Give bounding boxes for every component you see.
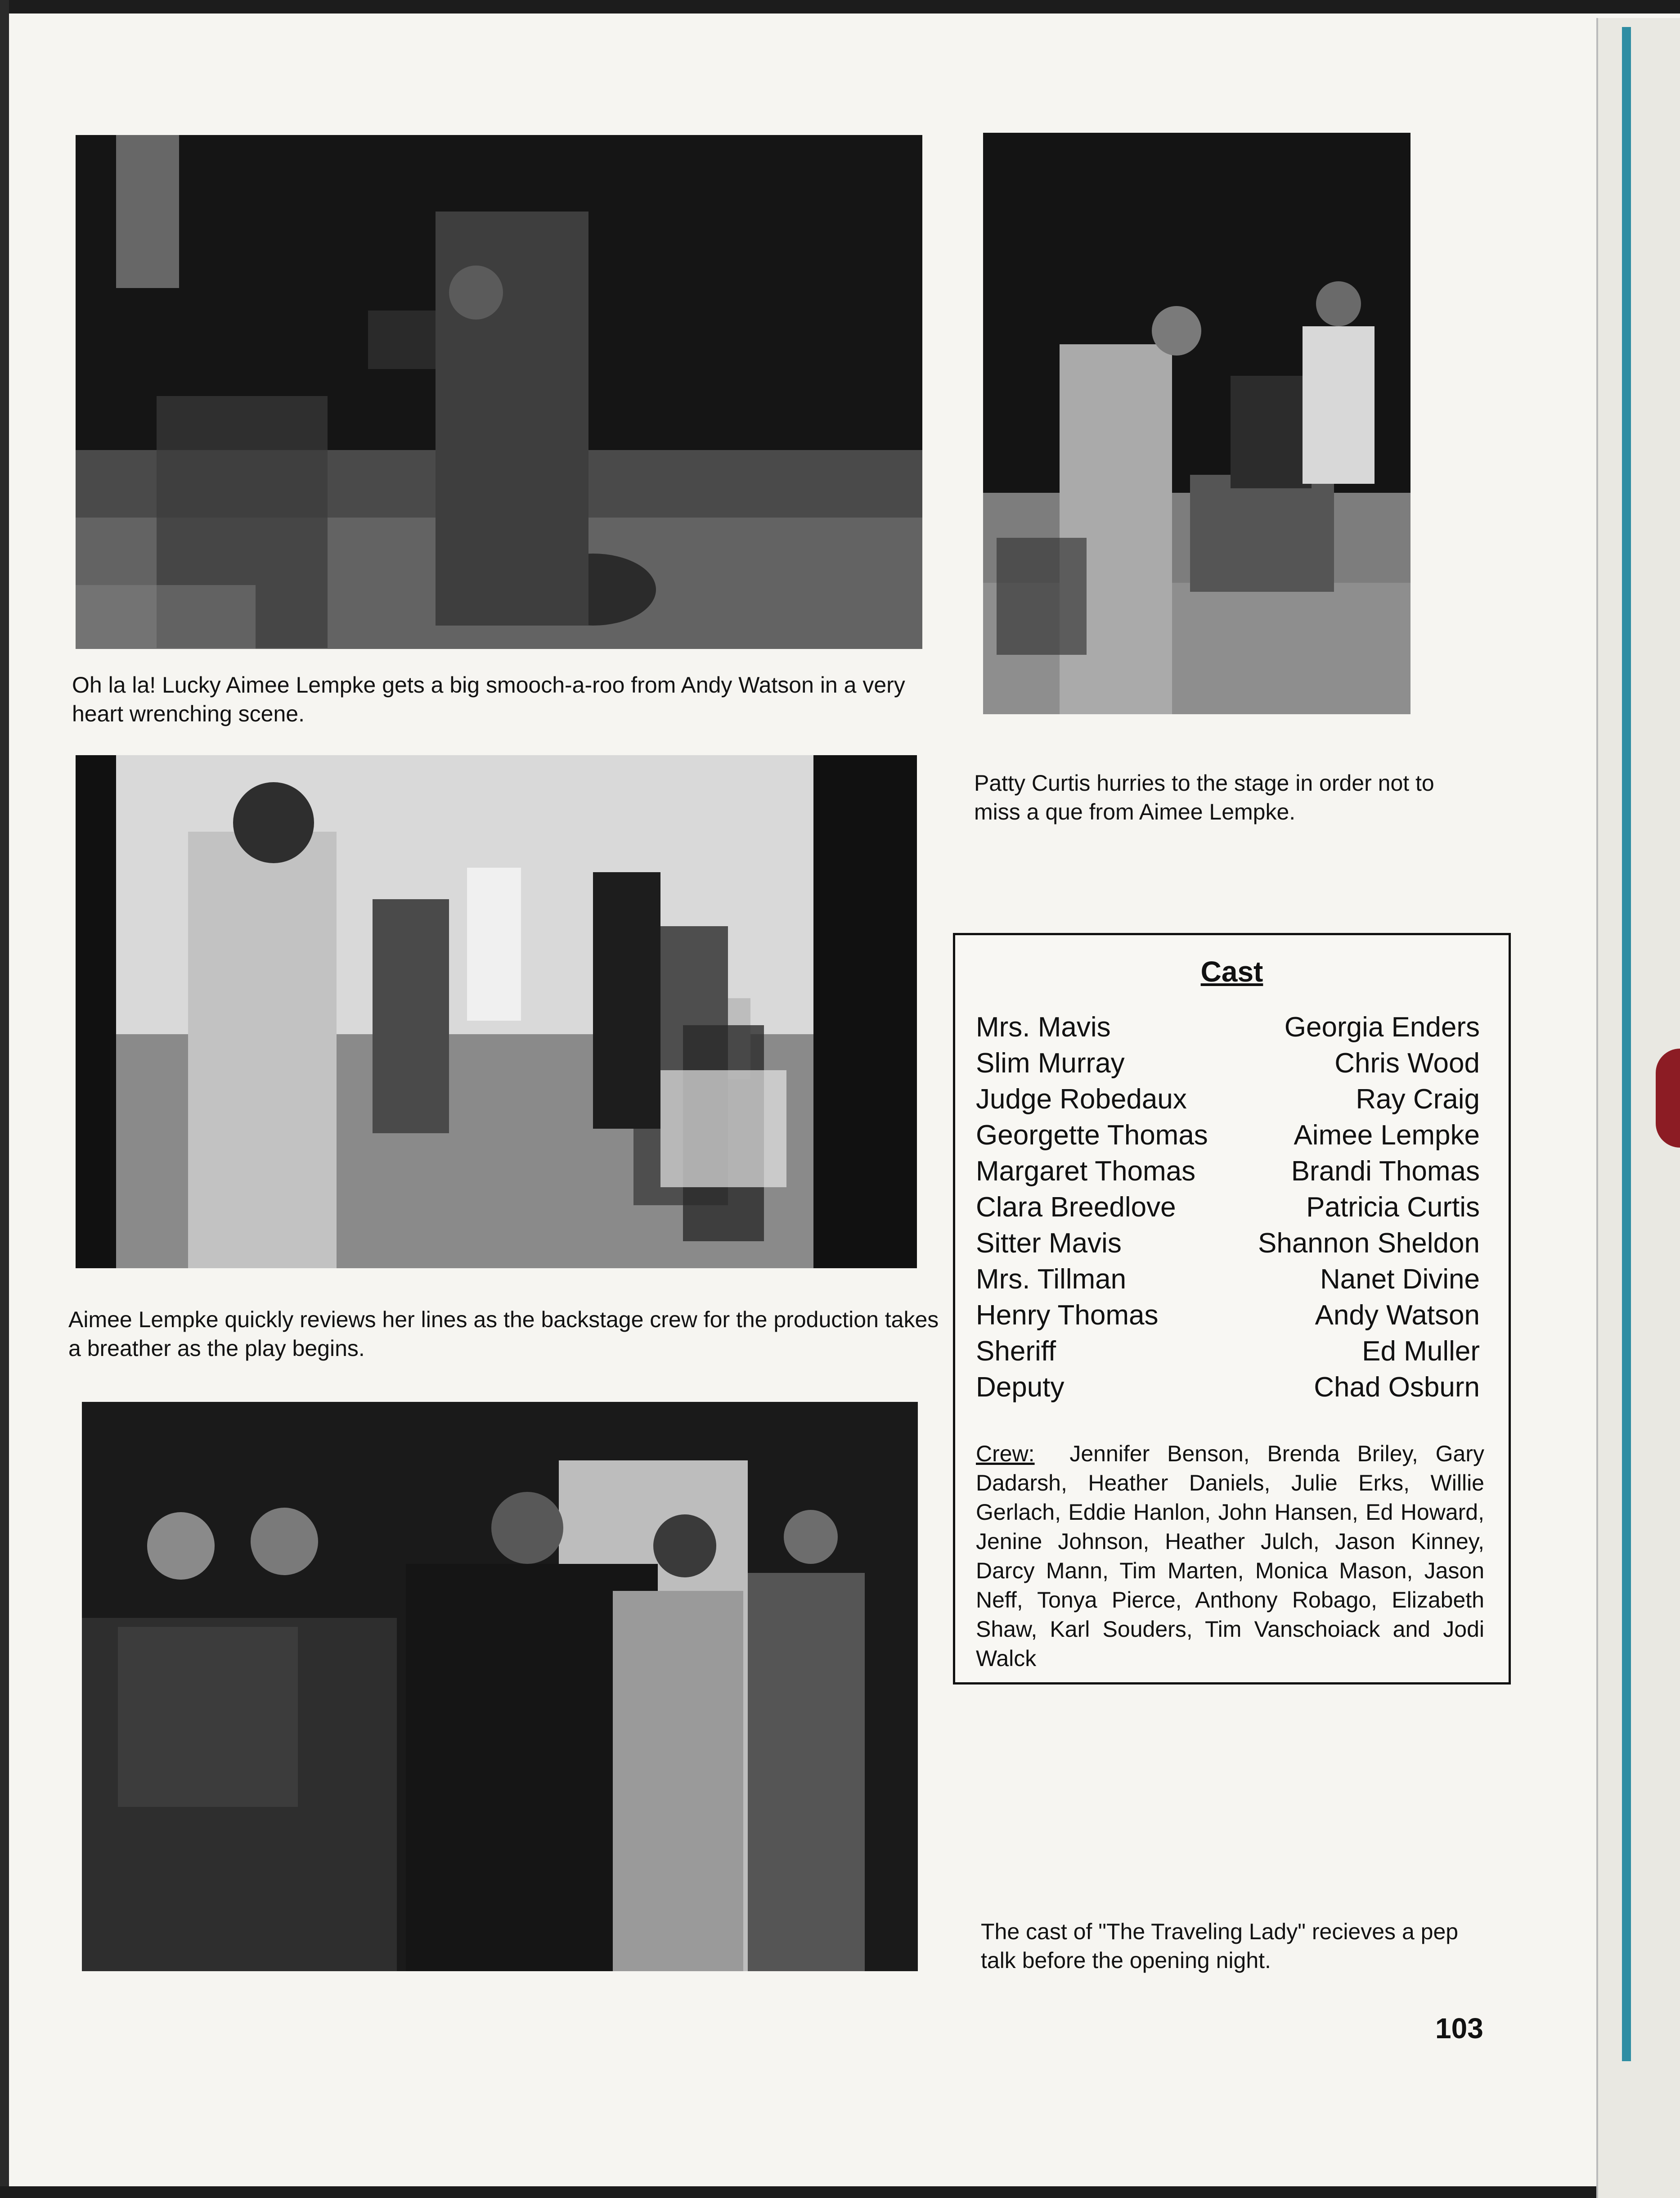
photo-patty-curtis xyxy=(983,133,1410,714)
cast-row xyxy=(976,1261,1480,1297)
crew-label: Crew: xyxy=(976,1441,1035,1466)
cast-row xyxy=(976,1189,1480,1225)
role-name: Mrs. Mavis xyxy=(976,1012,1111,1043)
cast-row xyxy=(976,1297,1480,1333)
role-name: Margaret Thomas xyxy=(976,1156,1196,1187)
role-name: Judge Robedaux xyxy=(976,1084,1187,1115)
caption-kiss-scene: Oh la la! Lucky Aimee Lempke gets a big smooch-a-roo from Andy Watson in a very heart wrenching scene. xyxy=(72,672,905,726)
role-name: Sitter Mavis xyxy=(976,1228,1122,1259)
actor-name: Brandi Thomas xyxy=(1291,1156,1480,1187)
actor-name: Patricia Curtis xyxy=(1306,1192,1480,1223)
page-bottom-edge xyxy=(0,2186,1680,2198)
actor-name: Shannon Sheldon xyxy=(1258,1228,1480,1259)
role-name: Georgette Thomas xyxy=(976,1120,1208,1151)
actor-name: Nanet Divine xyxy=(1320,1264,1480,1295)
crew-names: Jennifer Benson, Brenda Briley, Gary Dadarsh, Heather Daniels, Julie Erks, Willie Gerlach, Eddie Hanlon, John Hansen, Ed Howard, Jenine Johnson, Heather Julch, Jason Kinney, Darcy Mann, Tim Marten, Monica Mason, Jason Neff, Tonya Pierce, Anthony Robago, Elizabeth Shaw, Karl Souders, Tim Vanschoiack and Jodi Walck xyxy=(976,1441,1484,1671)
role-name: Clara Breedlove xyxy=(976,1192,1176,1223)
cast-row xyxy=(976,1117,1480,1153)
cast-row xyxy=(976,1009,1480,1045)
cast-row xyxy=(976,1369,1480,1405)
caption-backstage: Aimee Lempke quickly reviews her lines as the backstage crew for the production takes a breather as the play begins. xyxy=(68,1307,939,1361)
cast-box xyxy=(953,933,1511,1685)
spine-stripe xyxy=(1622,27,1631,2061)
cast-row xyxy=(976,1081,1480,1117)
cast-row xyxy=(976,1045,1480,1081)
role-name: Deputy xyxy=(976,1372,1065,1403)
caption-pep-talk: The cast of "The Traveling Lady" recieves a pep talk before the opening night. xyxy=(981,1919,1459,1973)
photo-pep-talk xyxy=(82,1402,918,1971)
cast-row xyxy=(976,1225,1480,1261)
actor-name: Chris Wood xyxy=(1334,1048,1480,1079)
caption-patty-curtis: Patty Curtis hurries to the stage in order not to miss a que from Aimee Lempke. xyxy=(974,770,1434,824)
role-name: Sheriff xyxy=(976,1336,1056,1367)
actor-name: Ray Craig xyxy=(1356,1084,1480,1115)
photo-backstage xyxy=(76,755,917,1268)
cast-list xyxy=(976,1009,1480,1405)
role-name: Henry Thomas xyxy=(976,1300,1159,1331)
photo-kiss-scene xyxy=(76,135,922,649)
cast-title: Cast xyxy=(1200,955,1263,988)
page-number: 103 xyxy=(1435,2012,1483,2045)
page-top-edge xyxy=(0,0,1680,14)
cast-row xyxy=(976,1153,1480,1189)
actor-name: Chad Osburn xyxy=(1314,1372,1480,1403)
cast-row xyxy=(976,1333,1480,1369)
role-name: Mrs. Tillman xyxy=(976,1264,1127,1295)
page-left-edge xyxy=(0,0,9,2198)
actor-name: Andy Watson xyxy=(1315,1300,1480,1331)
spine-mark xyxy=(1656,1049,1680,1148)
actor-name: Ed Muller xyxy=(1362,1336,1480,1367)
actor-name: Georgia Enders xyxy=(1284,1012,1480,1043)
role-name: Slim Murray xyxy=(976,1048,1125,1079)
actor-name: Aimee Lempke xyxy=(1294,1120,1480,1151)
crew-list xyxy=(976,1439,1484,1673)
